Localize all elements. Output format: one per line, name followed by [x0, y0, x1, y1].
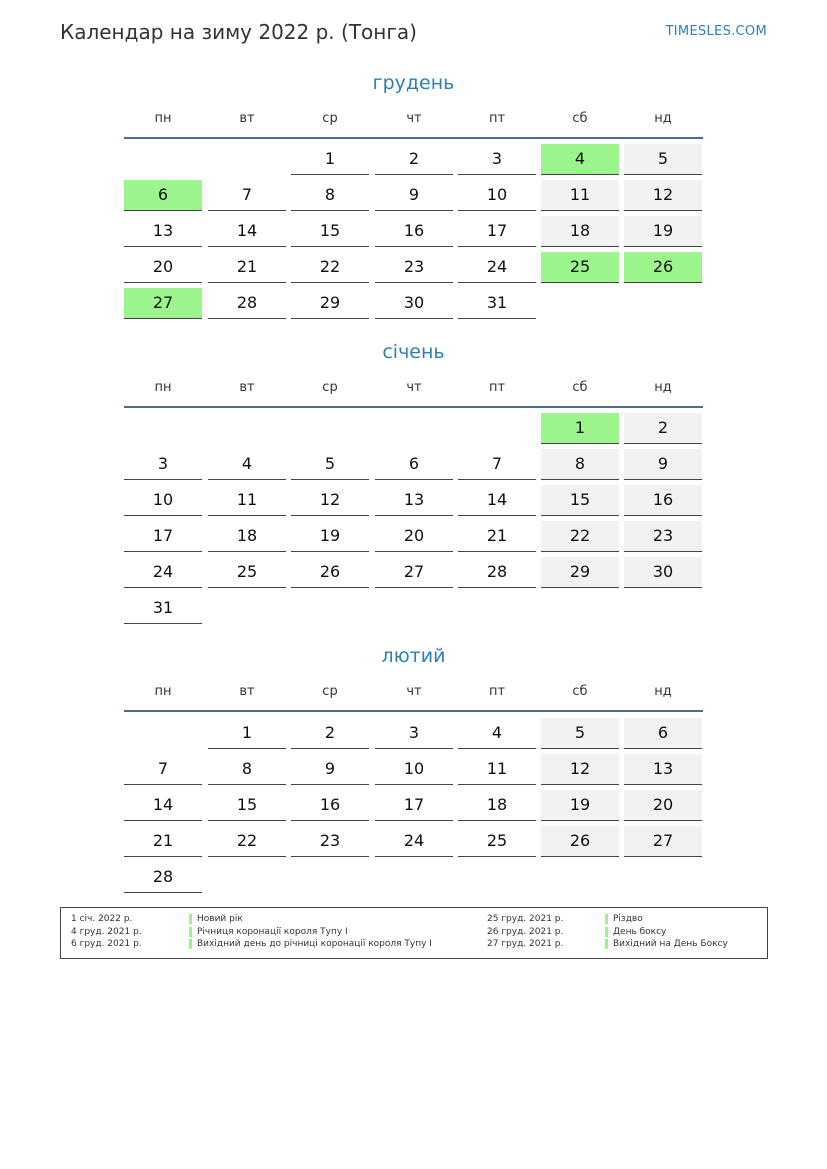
- legend-item: [71, 913, 401, 925]
- legend-holiday-name: Вихідний день до річниці коронації короля Тупу I: [197, 939, 432, 949]
- day-cell: 9: [291, 754, 369, 785]
- day-cell: 11: [458, 754, 536, 785]
- day-cell: 28: [124, 862, 202, 893]
- day-cell: 5: [624, 144, 702, 175]
- header-divider: [124, 710, 703, 712]
- legend-item: [71, 926, 401, 938]
- day-cell: 15: [208, 790, 286, 821]
- day-cell: 21: [458, 521, 536, 552]
- legend-date: 25 груд. 2021 р.: [487, 914, 564, 924]
- legend-item: [487, 938, 757, 950]
- weekday-label: вт: [239, 111, 255, 126]
- weekday-label: ср: [322, 684, 338, 699]
- day-cell: 26: [624, 252, 702, 283]
- day-cell: 17: [124, 521, 202, 552]
- day-cell: 2: [375, 144, 453, 175]
- day-cell: 23: [291, 826, 369, 857]
- day-cell: 13: [124, 216, 202, 247]
- day-cell: 11: [208, 485, 286, 516]
- day-cell: 19: [541, 790, 619, 821]
- holiday-marker: [605, 927, 608, 937]
- weekday-header: [124, 684, 704, 704]
- day-cell: 10: [458, 180, 536, 211]
- day-cell: 23: [375, 252, 453, 283]
- day-cell: 1: [208, 718, 286, 749]
- day-cell: 27: [375, 557, 453, 588]
- month-title-december: грудень: [372, 72, 455, 94]
- day-cell: 25: [208, 557, 286, 588]
- legend-date: 27 груд. 2021 р.: [487, 939, 564, 949]
- holiday-marker: [189, 927, 192, 937]
- weekday-label: чт: [406, 380, 422, 395]
- day-cell: 16: [291, 790, 369, 821]
- day-cell: 23: [624, 521, 702, 552]
- day-cell: 14: [458, 485, 536, 516]
- weekday-label: нд: [654, 684, 672, 699]
- legend-holiday-name: Вихідний на День Боксу: [613, 939, 728, 949]
- weekday-header: [124, 380, 704, 400]
- weekday-label: нд: [654, 111, 672, 126]
- day-cell: 24: [124, 557, 202, 588]
- day-cell: 7: [458, 449, 536, 480]
- day-cell: 15: [291, 216, 369, 247]
- day-cell: 15: [541, 485, 619, 516]
- day-cell: 26: [541, 826, 619, 857]
- legend-item: [487, 926, 757, 938]
- weekday-header: [124, 111, 704, 131]
- weekday-label: ср: [322, 380, 338, 395]
- weekday-label: вт: [239, 380, 255, 395]
- weekday-label: вт: [239, 684, 255, 699]
- day-cell: 30: [624, 557, 702, 588]
- legend-holiday-name: День боксу: [613, 927, 667, 937]
- weekday-label: сб: [572, 111, 588, 126]
- day-cell: 6: [624, 718, 702, 749]
- day-cell: 21: [208, 252, 286, 283]
- day-cell: 8: [291, 180, 369, 211]
- day-cell: 22: [291, 252, 369, 283]
- day-cell: 10: [375, 754, 453, 785]
- day-cell: 17: [375, 790, 453, 821]
- day-cell: 31: [124, 593, 202, 624]
- day-cell: 6: [124, 180, 202, 211]
- weekday-label: пт: [488, 684, 506, 699]
- day-cell: 26: [291, 557, 369, 588]
- day-cell: 31: [458, 288, 536, 319]
- day-cell: 18: [541, 216, 619, 247]
- legend-item: [71, 938, 471, 950]
- day-cell: 3: [458, 144, 536, 175]
- day-cell: 21: [124, 826, 202, 857]
- weekday-label: пн: [154, 684, 172, 699]
- weekday-label: пн: [154, 380, 172, 395]
- day-cell: 4: [458, 718, 536, 749]
- site-link[interactable]: TIMESLES.COM: [665, 24, 767, 39]
- month-title-january: січень: [382, 341, 445, 363]
- day-cell: 5: [541, 718, 619, 749]
- holiday-marker: [189, 939, 192, 949]
- day-cell: 12: [541, 754, 619, 785]
- day-cell: 25: [458, 826, 536, 857]
- day-cell: 8: [208, 754, 286, 785]
- day-cell: 27: [624, 826, 702, 857]
- weekday-label: ср: [322, 111, 338, 126]
- day-cell: 18: [458, 790, 536, 821]
- day-cell: 10: [124, 485, 202, 516]
- day-cell: 27: [124, 288, 202, 319]
- holiday-marker: [189, 914, 192, 924]
- holiday-marker: [605, 914, 608, 924]
- weekday-label: сб: [572, 684, 588, 699]
- legend-item: [487, 913, 757, 925]
- day-cell: 4: [208, 449, 286, 480]
- day-cell: 7: [124, 754, 202, 785]
- day-cell: 3: [375, 718, 453, 749]
- day-cell: 20: [624, 790, 702, 821]
- weekday-label: чт: [406, 684, 422, 699]
- day-cell: 16: [624, 485, 702, 516]
- weekday-label: сб: [572, 380, 588, 395]
- day-cell: 6: [375, 449, 453, 480]
- day-cell: 19: [291, 521, 369, 552]
- day-cell: 5: [291, 449, 369, 480]
- day-cell: 3: [124, 449, 202, 480]
- day-cell: 28: [208, 288, 286, 319]
- day-cell: 4: [541, 144, 619, 175]
- weekday-label: нд: [654, 380, 672, 395]
- day-cell: 22: [208, 826, 286, 857]
- day-cell: 20: [124, 252, 202, 283]
- weekday-label: пт: [488, 380, 506, 395]
- legend-date: 1 січ. 2022 р.: [71, 914, 133, 924]
- day-cell: 11: [541, 180, 619, 211]
- day-cell: 2: [624, 413, 702, 444]
- holiday-marker: [605, 939, 608, 949]
- day-cell: 9: [624, 449, 702, 480]
- day-cell: 18: [208, 521, 286, 552]
- day-cell: 2: [291, 718, 369, 749]
- day-cell: 24: [458, 252, 536, 283]
- day-cell: 20: [375, 521, 453, 552]
- day-cell: 12: [624, 180, 702, 211]
- day-cell: 8: [541, 449, 619, 480]
- day-cell: 14: [124, 790, 202, 821]
- day-cell: 9: [375, 180, 453, 211]
- weekday-label: пн: [154, 111, 172, 126]
- legend-holiday-name: Річниця коронації короля Тупу I: [197, 927, 348, 937]
- legend-date: 4 груд. 2021 р.: [71, 927, 142, 937]
- weekday-label: чт: [406, 111, 422, 126]
- day-cell: 16: [375, 216, 453, 247]
- day-cell: 28: [458, 557, 536, 588]
- weekday-label: пт: [488, 111, 506, 126]
- legend-date: 6 груд. 2021 р.: [71, 939, 142, 949]
- day-cell: 14: [208, 216, 286, 247]
- day-cell: 24: [375, 826, 453, 857]
- header-divider: [124, 406, 703, 408]
- day-cell: 25: [541, 252, 619, 283]
- legend-holiday-name: Різдво: [613, 914, 643, 924]
- day-cell: 13: [624, 754, 702, 785]
- day-cell: 1: [541, 413, 619, 444]
- legend-date: 26 груд. 2021 р.: [487, 927, 564, 937]
- day-cell: 17: [458, 216, 536, 247]
- month-title-february: лютий: [381, 645, 446, 667]
- day-cell: 12: [291, 485, 369, 516]
- legend-holiday-name: Новий рік: [197, 914, 243, 924]
- day-cell: 19: [624, 216, 702, 247]
- day-cell: 1: [291, 144, 369, 175]
- header-divider: [124, 137, 703, 139]
- day-cell: 22: [541, 521, 619, 552]
- day-cell: 13: [375, 485, 453, 516]
- day-cell: 30: [375, 288, 453, 319]
- day-cell: 29: [541, 557, 619, 588]
- day-cell: 29: [291, 288, 369, 319]
- day-cell: 7: [208, 180, 286, 211]
- holiday-legend: [60, 907, 768, 959]
- page-title: Календар на зиму 2022 р. (Тонга): [60, 20, 417, 44]
